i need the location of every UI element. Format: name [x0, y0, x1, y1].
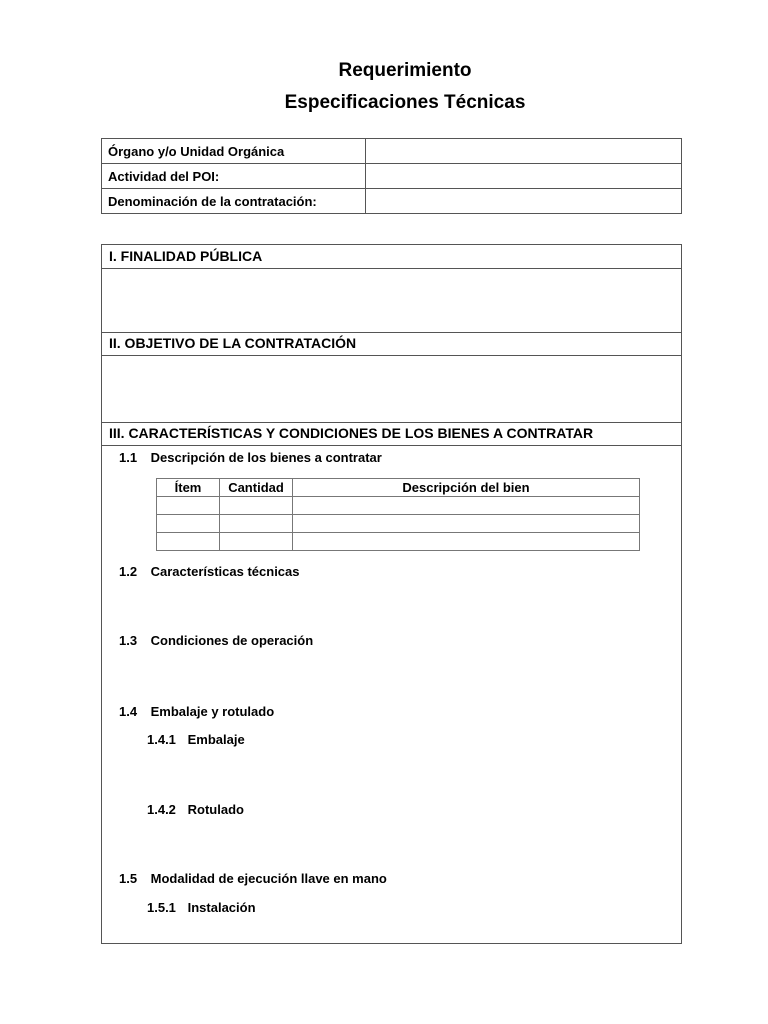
section-finalidad-body[interactable]: [102, 269, 681, 332]
info-row: [102, 139, 682, 164]
subsection-number: 1.5: [119, 871, 138, 886]
document-title: Requerimiento: [338, 60, 472, 81]
subsection-1-5: [119, 871, 387, 886]
subsection-number: 1.3: [119, 633, 138, 648]
specifications-box: [101, 244, 682, 944]
info-label-actividad: Actividad del POI:: [102, 164, 366, 189]
subsection-1-4-1: [147, 732, 245, 747]
table-row: [157, 533, 640, 551]
subsection-label: Modalidad de ejecución llave en mano: [150, 871, 387, 886]
info-label-denominacion: Denominación de la contratación:: [102, 189, 366, 214]
subsection-label: Características técnicas: [150, 564, 300, 579]
subsection-1-4-2: [147, 802, 244, 817]
section-objetivo-body[interactable]: [102, 356, 681, 422]
subsection-number: 1.1: [119, 450, 138, 465]
info-table: [101, 138, 682, 214]
column-header-descripcion: Descripción del bien: [293, 479, 640, 497]
subsection-label: Rotulado: [187, 802, 244, 817]
subsection-label: Descripción de los bienes a contratar: [150, 450, 382, 465]
subsection-number: 1.4.2: [147, 802, 176, 817]
info-row: [102, 189, 682, 214]
subsection-number: 1.5.1: [147, 900, 176, 915]
info-value-denominacion[interactable]: [366, 189, 682, 214]
section-objetivo: II. OBJETIVO DE LA CONTRATACIÓN: [102, 332, 681, 356]
section-caracteristicas: III. CARACTERÍSTICAS Y CONDICIONES DE LOS BIENES A CONTRATAR: [102, 422, 681, 446]
section-finalidad-publica: I. FINALIDAD PÚBLICA: [102, 245, 681, 269]
items-table: [156, 478, 640, 551]
subsection-1-3: [119, 633, 313, 648]
subsection-label: Instalación: [187, 900, 256, 915]
table-cell[interactable]: [220, 497, 293, 515]
column-header-item: Ítem: [157, 479, 220, 497]
table-row: [157, 497, 640, 515]
subsection-number: 1.2: [119, 564, 138, 579]
table-cell[interactable]: [220, 533, 293, 551]
subsection-1-2: [119, 564, 300, 579]
table-cell[interactable]: [293, 533, 640, 551]
subsection-number: 1.4: [119, 704, 138, 719]
info-label-organo: Órgano y/o Unidad Orgánica: [102, 139, 366, 164]
info-value-actividad[interactable]: [366, 164, 682, 189]
table-cell[interactable]: [157, 533, 220, 551]
info-value-organo[interactable]: [366, 139, 682, 164]
subsection-1-4: [119, 704, 274, 719]
subsection-number: 1.4.1: [147, 732, 176, 747]
table-row: [157, 515, 640, 533]
document-subtitle: Especificaciones Técnicas: [284, 92, 526, 113]
items-header-row: [157, 479, 640, 497]
table-cell[interactable]: [157, 515, 220, 533]
subsection-label: Embalaje y rotulado: [150, 704, 275, 719]
table-cell[interactable]: [157, 497, 220, 515]
subsection-label: Condiciones de operación: [150, 633, 314, 648]
subsection-label: Embalaje: [187, 732, 245, 747]
table-cell[interactable]: [293, 515, 640, 533]
subsection-1-5-1: [147, 900, 256, 915]
table-cell[interactable]: [220, 515, 293, 533]
info-row: [102, 164, 682, 189]
subsection-1-1: [119, 450, 382, 465]
table-cell[interactable]: [293, 497, 640, 515]
column-header-cantidad: Cantidad: [220, 479, 293, 497]
